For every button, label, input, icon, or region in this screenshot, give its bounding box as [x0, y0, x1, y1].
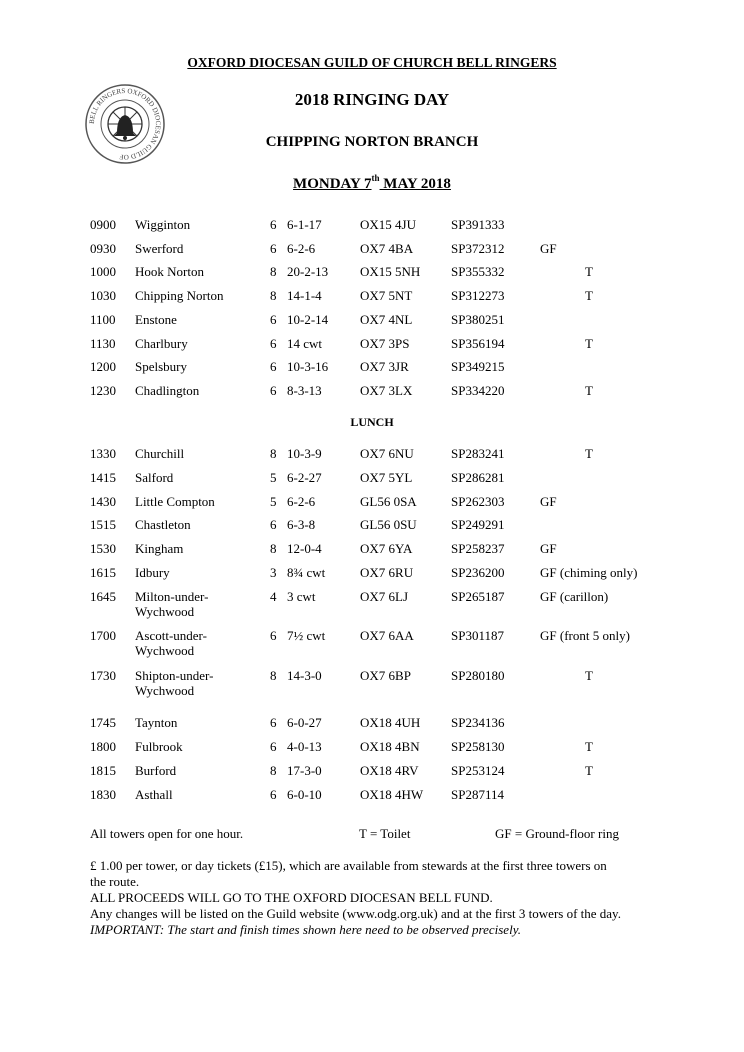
date-suffix: MAY 2018 — [379, 176, 451, 192]
important-note: IMPORTANT: The start and finish times shown here need to be observed precisely. — [90, 922, 521, 937]
tower-notes: T — [585, 336, 593, 351]
tenor-weight: 10-2-14 — [287, 312, 329, 327]
tenor-weight: 17-3-0 — [287, 763, 322, 778]
bell-count: 8 — [270, 446, 277, 461]
tenor-weight: 12-0-4 — [287, 541, 322, 556]
tower-time: 0930 — [90, 241, 116, 256]
tenor-weight: 8¾ cwt — [287, 565, 326, 580]
postcode: OX18 4BN — [360, 739, 420, 754]
tenor-weight: 14-1-4 — [287, 288, 322, 303]
tower-notes: GF — [540, 241, 557, 256]
tenor-weight: 6-1-17 — [287, 217, 322, 232]
bell-count: 4 — [270, 589, 277, 604]
bell-count: 6 — [270, 217, 277, 232]
postcode: OX15 4JU — [360, 217, 416, 232]
legend-toilet: T = Toilet — [359, 826, 411, 841]
bell-count: 8 — [270, 541, 277, 556]
grid-reference: SP265187 — [451, 589, 505, 604]
grid-reference: SP249291 — [451, 517, 505, 532]
postcode: OX15 5NH — [360, 264, 421, 279]
tenor-weight: 6-2-27 — [287, 470, 322, 485]
tower-notes: T — [585, 288, 593, 303]
bell-count: 5 — [270, 470, 277, 485]
postcode: OX7 4BA — [360, 241, 414, 256]
bell-count: 6 — [270, 359, 277, 374]
event-title: 2018 RINGING DAY — [294, 90, 450, 109]
grid-reference: SP356194 — [451, 336, 505, 351]
bell-count: 6 — [270, 336, 277, 351]
tower-notes: T — [585, 383, 593, 398]
tower-name: Asthall — [135, 787, 173, 802]
tower-time: 1615 — [90, 565, 116, 580]
tower-name: Taynton — [135, 715, 178, 730]
postcode: OX7 6NU — [360, 446, 414, 461]
organisation-title: OXFORD DIOCESAN GUILD OF CHURCH BELL RINGERS — [187, 55, 557, 70]
grid-reference: SP234136 — [451, 715, 505, 730]
grid-reference: SP283241 — [451, 446, 505, 461]
tenor-weight: 6-2-6 — [287, 494, 316, 509]
tower-name: Kingham — [135, 541, 184, 556]
postcode: GL56 0SA — [360, 494, 417, 509]
seal-text: BELL RINGERS OXFORD DIOCESAN GUILD OF — [87, 86, 163, 162]
changes-note: Any changes will be listed on the Guild website (www.odg.org.uk) and at the first 3 towers of the day. — [90, 906, 621, 921]
date-prefix: MONDAY 7 — [293, 176, 372, 192]
bell-count: 6 — [270, 517, 277, 532]
grid-reference: SP301187 — [451, 628, 504, 643]
date-ordinal: th — [371, 173, 380, 183]
tower-name: Milton-under- — [135, 589, 209, 604]
postcode: OX7 3LX — [360, 383, 413, 398]
tower-name: Chastleton — [135, 517, 191, 532]
bell-count: 8 — [270, 288, 277, 303]
bell-count: 6 — [270, 715, 277, 730]
grid-reference: SP372312 — [451, 241, 505, 256]
grid-reference: SP312273 — [451, 288, 505, 303]
tower-time: 1030 — [90, 288, 116, 303]
tower-notes: GF (front 5 only) — [540, 628, 630, 643]
tower-time: 0900 — [90, 217, 116, 232]
tower-time: 1415 — [90, 470, 116, 485]
postcode: OX7 6YA — [360, 541, 413, 556]
tower-name-continued: Wychwood — [135, 683, 195, 698]
tower-notes: T — [585, 446, 593, 461]
tenor-weight: 10-3-16 — [287, 359, 329, 374]
postcode: OX7 4NL — [360, 312, 413, 327]
postcode: OX18 4RV — [360, 763, 419, 778]
postcode: OX7 6AA — [360, 628, 414, 643]
grid-reference: SP236200 — [451, 565, 505, 580]
tower-name-continued: Wychwood — [135, 604, 195, 619]
tenor-weight: 6-3-8 — [287, 517, 316, 532]
grid-reference: SP258237 — [451, 541, 505, 556]
tower-name: Salford — [135, 470, 174, 485]
tower-time: 1100 — [90, 312, 116, 327]
tower-time: 1530 — [90, 541, 116, 556]
bell-count: 6 — [270, 312, 277, 327]
tower-name: Churchill — [135, 446, 185, 461]
tenor-weight: 20-2-13 — [287, 264, 329, 279]
tower-notes: GF (carillon) — [540, 589, 609, 604]
proceeds-note: ALL PROCEEDS WILL GO TO THE OXFORD DIOCESAN BELL FUND. — [90, 890, 493, 905]
bell-count: 6 — [270, 628, 277, 643]
tower-notes: T — [585, 668, 593, 683]
tenor-weight: 6-0-27 — [287, 715, 322, 730]
tower-notes: T — [585, 264, 593, 279]
tower-name: Burford — [135, 763, 177, 778]
tower-name: Ascott-under- — [135, 628, 207, 643]
tower-name-continued: Wychwood — [135, 643, 195, 658]
tower-time: 1230 — [90, 383, 116, 398]
tower-time: 1815 — [90, 763, 116, 778]
postcode: OX7 6LJ — [360, 589, 409, 604]
tower-name: Enstone — [135, 312, 177, 327]
tower-notes: GF — [540, 494, 557, 509]
tower-name: Chipping Norton — [135, 288, 224, 303]
bell-count: 5 — [270, 494, 277, 509]
bell-count: 8 — [270, 668, 277, 683]
tower-time: 1730 — [90, 668, 116, 683]
tower-name: Shipton-under- — [135, 668, 214, 683]
grid-reference: SP355332 — [451, 264, 505, 279]
bell-count: 8 — [270, 763, 277, 778]
postcode: OX7 5YL — [360, 470, 413, 485]
tower-time: 1830 — [90, 787, 116, 802]
bell-count: 8 — [270, 264, 277, 279]
grid-reference: SP280180 — [451, 668, 505, 683]
tower-name: Hook Norton — [135, 264, 204, 279]
postcode: OX7 3PS — [360, 336, 410, 351]
event-date — [0, 173, 744, 193]
tenor-weight: 4-0-13 — [287, 739, 322, 754]
tower-time: 1745 — [90, 715, 116, 730]
tower-name: Chadlington — [135, 383, 200, 398]
tenor-weight: 6-2-6 — [287, 241, 316, 256]
grid-reference: SP380251 — [451, 312, 505, 327]
postcode: OX7 6BP — [360, 668, 411, 683]
bell-count: 6 — [270, 383, 277, 398]
grid-reference: SP262303 — [451, 494, 505, 509]
tenor-weight: 3 cwt — [287, 589, 316, 604]
grid-reference: SP349215 — [451, 359, 505, 374]
price-note-line2: the route. — [90, 874, 140, 889]
tower-time: 1800 — [90, 739, 116, 754]
lunch-break-label: LUNCH — [350, 415, 394, 429]
tower-time: 1330 — [90, 446, 116, 461]
tower-notes: GF — [540, 541, 557, 556]
tower-name: Little Compton — [135, 494, 215, 509]
grid-reference: SP253124 — [451, 763, 505, 778]
tower-time: 1645 — [90, 589, 116, 604]
grid-reference: SP286281 — [451, 470, 505, 485]
postcode: OX18 4UH — [360, 715, 421, 730]
tower-name: Idbury — [135, 565, 170, 580]
tower-name: Wigginton — [135, 217, 191, 232]
price-note-line1: £ 1.00 per tower, or day tickets (£15), which are available from stewards at the first three towers on — [90, 858, 607, 873]
bell-count: 6 — [270, 739, 277, 754]
tower-time: 1430 — [90, 494, 116, 509]
tower-notes: GF (chiming only) — [540, 565, 638, 580]
tower-name: Charlbury — [135, 336, 188, 351]
tower-notes: T — [585, 739, 593, 754]
tenor-weight: 14 cwt — [287, 336, 323, 351]
tower-name: Swerford — [135, 241, 184, 256]
tower-time: 1515 — [90, 517, 116, 532]
postcode: OX7 3JR — [360, 359, 409, 374]
grid-reference: SP287114 — [451, 787, 504, 802]
postcode: OX7 5NT — [360, 288, 413, 303]
grid-reference: SP258130 — [451, 739, 505, 754]
legend-ground-floor: GF = Ground-floor ring — [495, 826, 619, 841]
bell-count: 6 — [270, 241, 277, 256]
tower-time: 1130 — [90, 336, 116, 351]
tenor-weight: 7½ cwt — [287, 628, 326, 643]
postcode: OX18 4HW — [360, 787, 424, 802]
bell-count: 3 — [270, 565, 277, 580]
tenor-weight: 10-3-9 — [287, 446, 322, 461]
grid-reference: SP334220 — [451, 383, 505, 398]
tower-time: 1700 — [90, 628, 116, 643]
postcode: OX7 6RU — [360, 565, 414, 580]
tenor-weight: 6-0-10 — [287, 787, 322, 802]
tower-time: 1200 — [90, 359, 116, 374]
tower-time: 1000 — [90, 264, 116, 279]
tenor-weight: 8-3-13 — [287, 383, 322, 398]
postcode: GL56 0SU — [360, 517, 417, 532]
tenor-weight: 14-3-0 — [287, 668, 322, 683]
grid-reference: SP391333 — [451, 217, 505, 232]
tower-name: Fulbrook — [135, 739, 183, 754]
legend-open-hours: All towers open for one hour. — [90, 826, 244, 841]
tower-name: Spelsbury — [135, 359, 187, 374]
branch-name: CHIPPING NORTON BRANCH — [265, 134, 479, 150]
bell-count: 6 — [270, 787, 277, 802]
tower-notes: T — [585, 763, 593, 778]
